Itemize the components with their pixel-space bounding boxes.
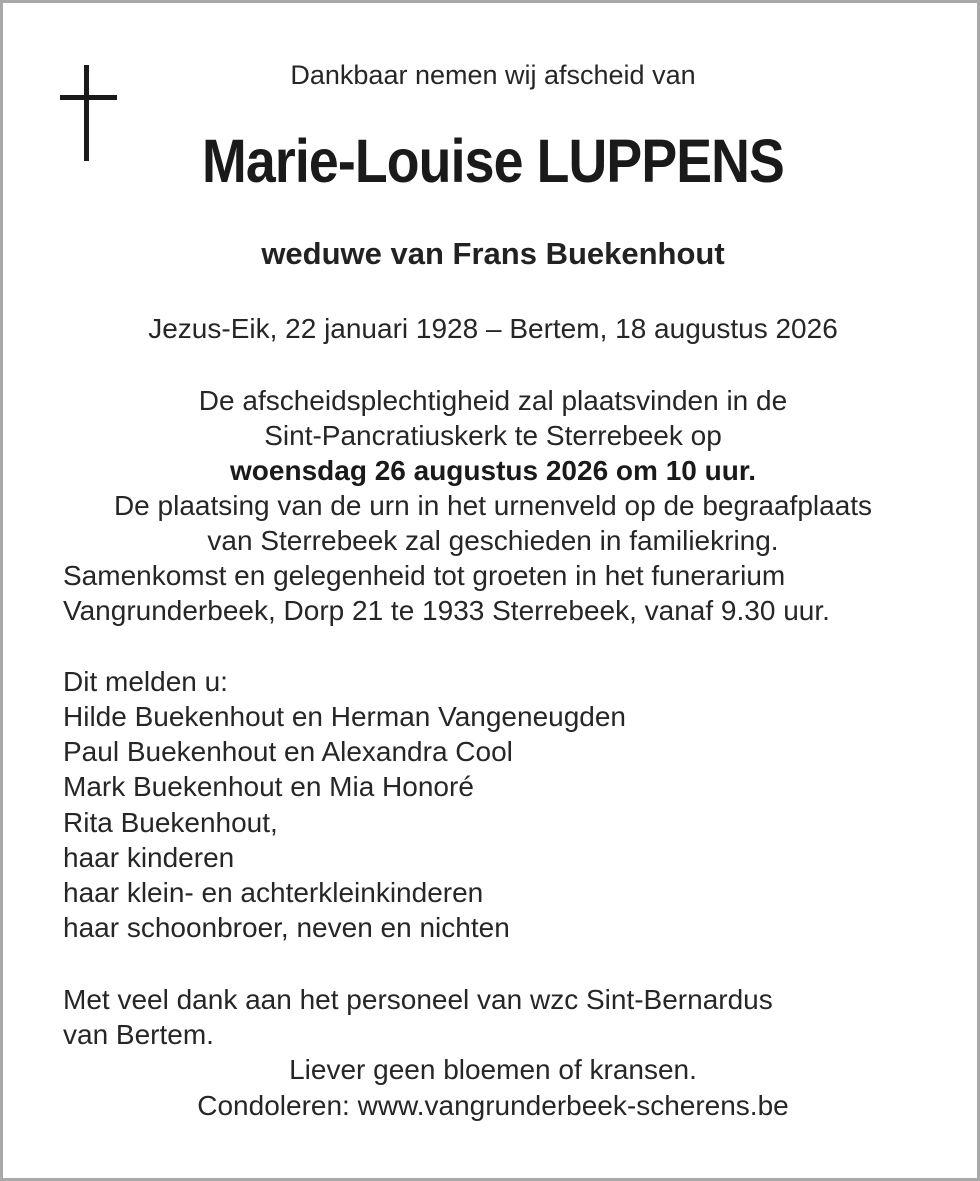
announcer-item: Hilde Buekenhout en Herman Vangeneugden — [63, 701, 627, 732]
announcer-item: haar schoonbroer, neven en nichten — [63, 912, 510, 943]
widow-of-text: weduwe van Frans Buekenhout — [261, 236, 725, 271]
condolences-text: Condoleren: www.vangrunderbeek-scherens.be — [197, 1090, 789, 1121]
announcer-item: Mark Buekenhout en Mia Honoré — [63, 771, 474, 802]
gathering-line-1: Samenkomst en gelegenheid tot groeten in het funerarium — [63, 560, 786, 591]
thanks-line-2: van Bertem. — [63, 1019, 214, 1050]
life-dates: Jezus-Eik, 22 januari 1928 – Bertem, 18 augustus 2026 — [148, 313, 838, 344]
urn-line-2: van Sterrebeek zal geschieden in familiekring. — [207, 525, 779, 556]
ceremony-line-2: Sint-Pancratiuskerk te Sterrebeek op — [264, 420, 722, 451]
announcer-item: Paul Buekenhout en Alexandra Cool — [63, 736, 513, 767]
ceremony-date-time: woensdag 26 augustus 2026 om 10 uur. — [230, 455, 756, 486]
announcer-item: haar kinderen — [63, 842, 235, 873]
no-flowers-text: Liever geen bloemen of kransen. — [289, 1054, 697, 1085]
announcer-item: Rita Buekenhout, — [63, 807, 278, 838]
thanks-line-1: Met veel dank aan het personeel van wzc Sint-Bernardus — [63, 984, 773, 1015]
ceremony-line-1: De afscheidsplechtigheid zal plaatsvinden in de — [198, 385, 788, 416]
intro-text: Dankbaar nemen wij afscheid van — [290, 60, 696, 90]
deceased-name: Marie-Louise LUPPENS — [202, 127, 784, 195]
announcers-heading: Dit melden u: — [63, 666, 228, 697]
announcer-item: haar klein- en achterkleinkinderen — [63, 877, 484, 908]
urn-line-1: De plaatsing van de urn in het urnenveld op de begraafplaats — [113, 490, 873, 521]
gathering-line-2: Vangrunderbeek, Dorp 21 te 1933 Sterrebeek, vanaf 9.30 uur. — [63, 595, 830, 626]
